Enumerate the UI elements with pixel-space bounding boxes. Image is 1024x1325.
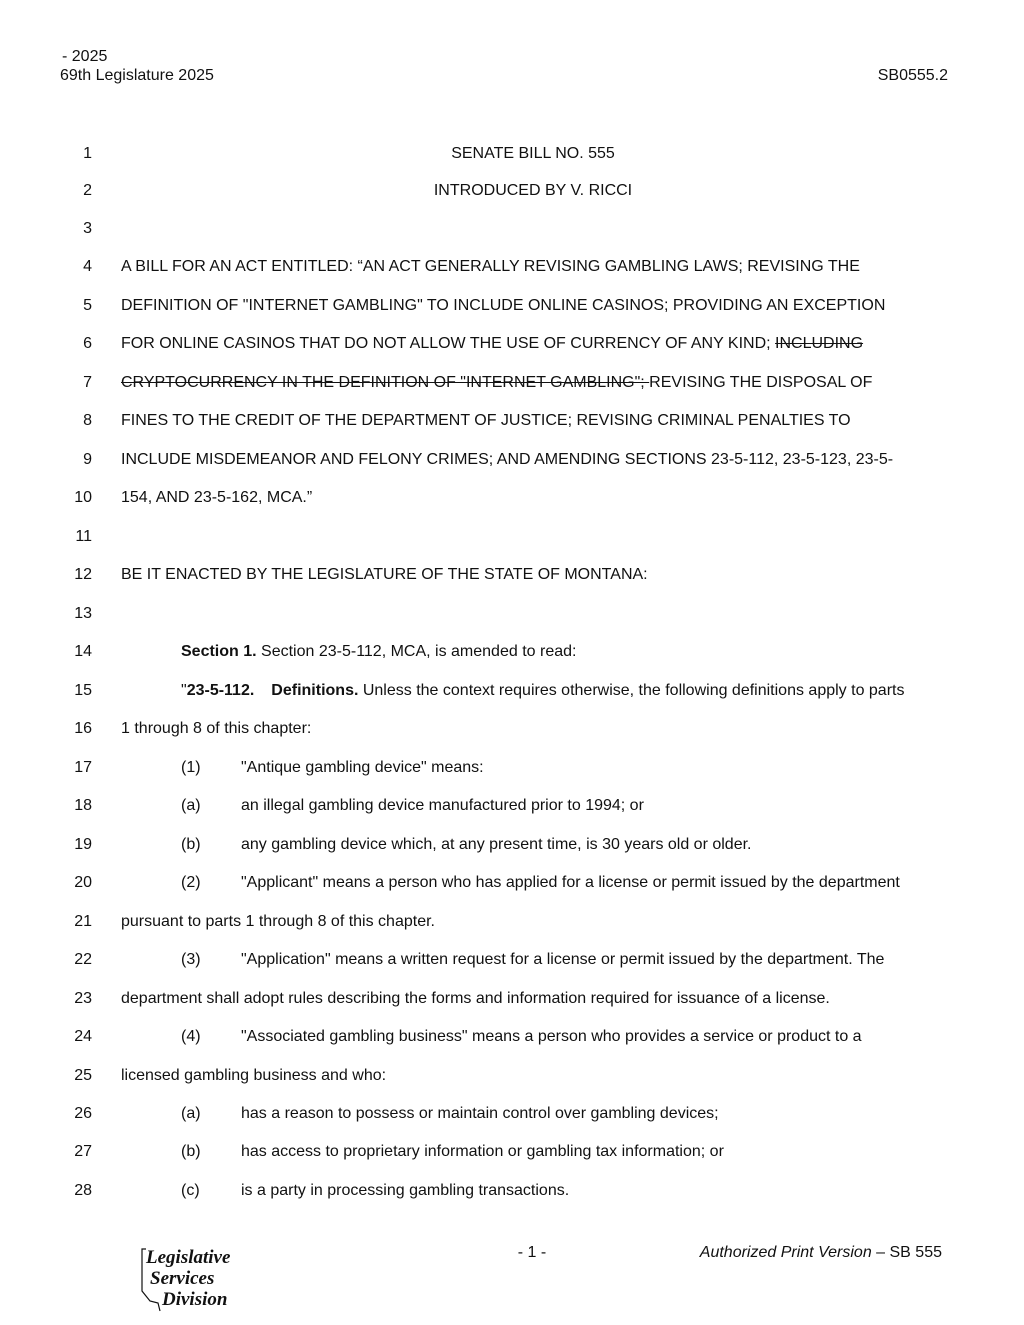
- line-text: [121, 372, 872, 394]
- bill-line: [0, 526, 1024, 548]
- line-number: 22: [74, 951, 92, 968]
- line-text: "Application" means a written request for a license or permit issued by the department. The: [241, 951, 885, 968]
- line-text: "Associated gambling business" means a person who provides a service or product to a: [241, 1028, 862, 1045]
- bill-line: [0, 1103, 1024, 1125]
- bill-line: [0, 949, 1024, 971]
- line-number: 13: [74, 605, 92, 622]
- line-number: 26: [74, 1105, 92, 1122]
- list-marker: (a): [181, 1105, 201, 1122]
- bill-line: [0, 295, 1024, 317]
- statute-title: Definitions.: [271, 682, 359, 699]
- line-text: department shall adopt rules describing the forms and information required for issuance of a license.: [121, 990, 830, 1007]
- line-number: 9: [83, 451, 92, 468]
- line-text: licensed gambling business and who:: [121, 1067, 387, 1084]
- list-marker: (c): [181, 1182, 200, 1199]
- line-text: [181, 641, 576, 663]
- bill-line: [0, 1180, 1024, 1202]
- page-number: - 1 -: [517, 1244, 547, 1261]
- header-bill-code: SB0555.2: [877, 67, 948, 84]
- line-number: 17: [74, 759, 92, 776]
- line-text: has access to proprietary information or gambling tax information; or: [241, 1143, 724, 1160]
- stricken-text: INCLUDING: [775, 335, 864, 352]
- list-marker: (4): [181, 1028, 201, 1045]
- header-legislature: 69th Legislature 2025: [60, 67, 214, 84]
- line-number: 28: [74, 1182, 92, 1199]
- bill-line: [0, 603, 1024, 625]
- bill-reference: – SB 555: [871, 1244, 942, 1261]
- line-text: "Antique gambling device" means:: [241, 759, 484, 776]
- line-number: 15: [74, 682, 92, 699]
- list-marker: (1): [181, 759, 201, 776]
- line-number: 18: [74, 797, 92, 814]
- line-text: any gambling device which, at any present time, is 30 years old or older.: [241, 836, 752, 853]
- logo-line-3: Division: [162, 1289, 228, 1310]
- bill-line: [0, 333, 1024, 355]
- list-marker: (2): [181, 874, 201, 891]
- list-marker: (b): [181, 1143, 201, 1160]
- bill-line: [0, 1141, 1024, 1163]
- line-text: INCLUDE MISDEMEANOR AND FELONY CRIMES; AND AMENDING SECTIONS 23-5-112, 23-5-123, 23-5-: [121, 451, 894, 468]
- line-number: 6: [83, 335, 92, 352]
- statute-number: 23-5-112.: [186, 682, 255, 699]
- line-number: 25: [74, 1067, 92, 1084]
- line-text-part: REVISING THE DISPOSAL OF: [649, 374, 873, 391]
- bill-line: [0, 757, 1024, 779]
- bill-line: [0, 410, 1024, 432]
- stricken-text: CRYPTOCURRENCY IN THE DEFINITION OF "INTERNET GAMBLING";: [121, 374, 650, 391]
- line-number: 23: [74, 990, 92, 1007]
- line-number: 1: [83, 145, 92, 162]
- line-number: 21: [74, 913, 92, 930]
- bill-line: [0, 143, 1024, 165]
- line-number: 11: [75, 528, 92, 545]
- authorized-label: Authorized Print Version: [699, 1244, 872, 1261]
- line-number: 4: [83, 258, 92, 275]
- line-number: 14: [74, 643, 92, 660]
- line-text: A BILL FOR AN ACT ENTITLED: “AN ACT GENERALLY REVISING GAMBLING LAWS; REVISING THE: [121, 258, 860, 275]
- line-text: [181, 680, 904, 702]
- list-marker: (3): [181, 951, 201, 968]
- line-text: is a party in processing gambling transactions.: [241, 1182, 570, 1199]
- line-text: "Applicant" means a person who has applied for a license or permit issued by the department: [241, 874, 900, 891]
- bill-title: SENATE BILL NO. 555: [451, 145, 615, 162]
- bill-line: [0, 564, 1024, 586]
- line-text-part: FOR ONLINE CASINOS THAT DO NOT ALLOW THE USE OF CURRENCY OF ANY KIND;: [121, 335, 776, 352]
- bill-line: [0, 680, 1024, 702]
- bill-line: [0, 911, 1024, 933]
- line-number: 5: [83, 297, 92, 314]
- bill-line: [0, 872, 1024, 894]
- bill-line: [0, 795, 1024, 817]
- enacting-clause: BE IT ENACTED BY THE LEGISLATURE OF THE STATE OF MONTANA:: [121, 566, 648, 583]
- bill-line: [0, 834, 1024, 856]
- line-number: 16: [74, 720, 92, 737]
- line-number: 8: [83, 412, 92, 429]
- line-number: 10: [74, 489, 92, 506]
- line-text: pursuant to parts 1 through 8 of this chapter.: [121, 913, 435, 930]
- line-number: 20: [74, 874, 92, 891]
- line-number: 19: [74, 836, 92, 853]
- bill-line: [0, 180, 1024, 202]
- bill-line: [0, 256, 1024, 278]
- line-text: FINES TO THE CREDIT OF THE DEPARTMENT OF JUSTICE; REVISING CRIMINAL PENALTIES TO: [121, 412, 851, 429]
- authorized-print-version: [700, 1244, 942, 1262]
- bill-line: [0, 487, 1024, 509]
- bill-sponsor: INTRODUCED BY V. RICCI: [433, 182, 633, 199]
- line-text: 154, AND 23-5-162, MCA.”: [121, 489, 313, 506]
- bill-line: [0, 449, 1024, 471]
- section-heading: Section 1.: [181, 643, 257, 660]
- list-marker: (b): [181, 836, 201, 853]
- line-number: 2: [83, 182, 92, 199]
- bill-line: [0, 1026, 1024, 1048]
- line-number: 3: [83, 220, 92, 237]
- bill-line: [0, 988, 1024, 1010]
- line-text-part: Section 23-5-112, MCA, is amended to read:: [256, 643, 577, 660]
- line-number: 7: [83, 374, 92, 391]
- logo-line-1: Legislative: [146, 1247, 231, 1268]
- line-text-part: Unless the context requires otherwise, the following definitions apply to parts: [358, 682, 905, 699]
- line-text: [121, 333, 863, 355]
- bill-line: [0, 1065, 1024, 1087]
- bill-line: [0, 641, 1024, 663]
- bill-line: [0, 372, 1024, 394]
- bill-line: [0, 718, 1024, 740]
- bill-line: [0, 218, 1024, 240]
- open-quote: ": [181, 682, 187, 699]
- line-text: an illegal gambling device manufactured prior to 1994; or: [241, 797, 644, 814]
- line-number: 24: [74, 1028, 92, 1045]
- list-marker: (a): [181, 797, 201, 814]
- line-text: has a reason to possess or maintain control over gambling devices;: [241, 1105, 719, 1122]
- line-number: 27: [74, 1143, 92, 1160]
- line-text: DEFINITION OF "INTERNET GAMBLING" TO INCLUDE ONLINE CASINOS; PROVIDING AN EXCEPTION: [121, 297, 886, 314]
- line-number: 12: [74, 566, 92, 583]
- logo-line-2: Services: [150, 1268, 215, 1289]
- line-text: 1 through 8 of this chapter:: [121, 720, 312, 737]
- header-year: - 2025: [62, 48, 108, 65]
